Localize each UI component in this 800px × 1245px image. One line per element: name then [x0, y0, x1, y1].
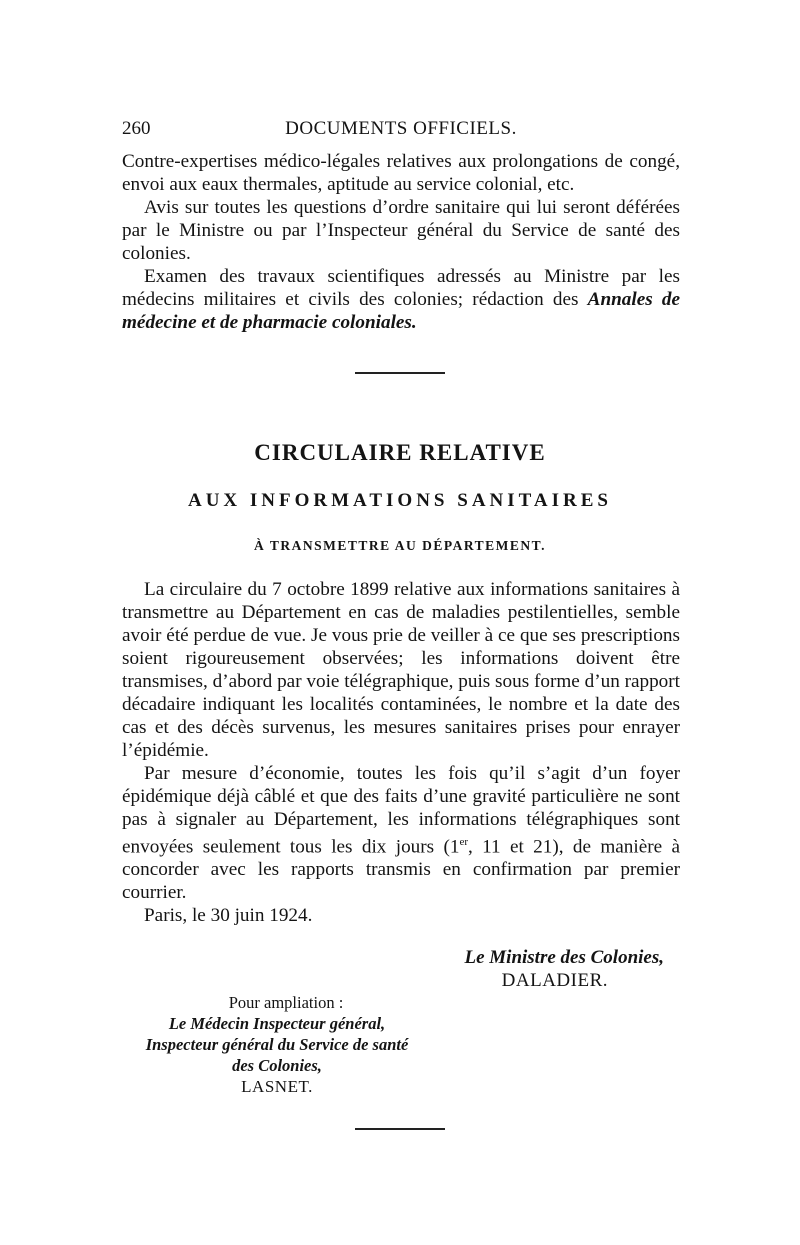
- minister-signature: [440, 946, 664, 992]
- circular-subtitle: AUX INFORMATIONS SANITAIRES: [187, 490, 612, 511]
- ampliation-name: LASNET.: [241, 1077, 313, 1096]
- intro-paragraph-3-text: Examen des travaux scientifiques adressés au Ministre par les médecins militaires et civils des colonies; rédaction des: [122, 266, 680, 310]
- ampliation-label: Pour ampliation :: [228, 993, 344, 1012]
- circular-paragraph-2-text-a: Par mesure d’économie, toutes les fois qu’il s’agit d’un foyer épidémique déjà câblé et que des faits d’une gravité particulière ne sont pas à signaler au Département, les informations télégraphiques sont envoyées seulement tous les dix jours (1: [122, 763, 680, 858]
- signature-name: DALADIER.: [501, 970, 608, 991]
- intro-paragraph-2: Avis sur toutes les questions d’ordre sanitaire qui lui seront déférées par le Ministre ou par l’Inspecteur général du Service de santé des colonies.: [122, 197, 680, 264]
- page-number: 260: [122, 118, 151, 139]
- ampliation-block: [122, 992, 432, 1097]
- page-header: [122, 118, 680, 140]
- journal-title: Annales de médecine et de pharmacie coloniales.: [122, 289, 680, 333]
- date-line: Paris, le 30 juin 1924.: [144, 905, 313, 927]
- running-title: DOCUMENTS OFFICIELS.: [285, 118, 517, 139]
- ampliation-line-3: des Colonies,: [232, 1056, 322, 1075]
- ampliation-line-1: Le Médecin Inspecteur général,: [168, 1014, 386, 1033]
- intro-section: [122, 150, 680, 334]
- circular-paragraph-2-text-b: , 11 et 21), de manière à concorder avec les rapports transmis en confirmation par premier courrier.: [122, 836, 680, 904]
- intro-paragraph-3: [122, 265, 680, 334]
- signature-title: Le Ministre des Colonies,: [464, 947, 664, 968]
- section-divider: [355, 372, 445, 374]
- ampliation-line-2: Inspecteur général du Service de santé: [145, 1035, 409, 1054]
- end-divider: [355, 1128, 445, 1130]
- circular-paragraph-1: La circulaire du 7 octobre 1899 relative aux informations sanitaires à transmettre au Département en cas de maladies pestilentielles, semble avoir été perdue de vue. Je vous prie de veiller à ce que ses prescriptions soient rigoureusement observées; les informations doivent être transmises, d’abord par voie télégraphique, puis sous forme d’un rapport décadaire indiquant les localités contaminées, le nombre et la date des cas et des décès survenus, les mesures sanitaires prises pour enrayer l’épidémie.: [122, 579, 680, 761]
- superscript-er: er: [459, 836, 468, 848]
- circular-title: CIRCULAIRE RELATIVE: [254, 440, 546, 465]
- circular-paragraph-2: [122, 762, 680, 904]
- circular-subtitle-2: À TRANSMETTRE AU DÉPARTEMENT.: [253, 538, 547, 553]
- circular-body: [122, 578, 680, 927]
- intro-paragraph-1: Contre-expertises médico-légales relatives aux prolongations de congé, envoi aux eaux thermales, aptitude au service colonial, etc.: [122, 151, 680, 195]
